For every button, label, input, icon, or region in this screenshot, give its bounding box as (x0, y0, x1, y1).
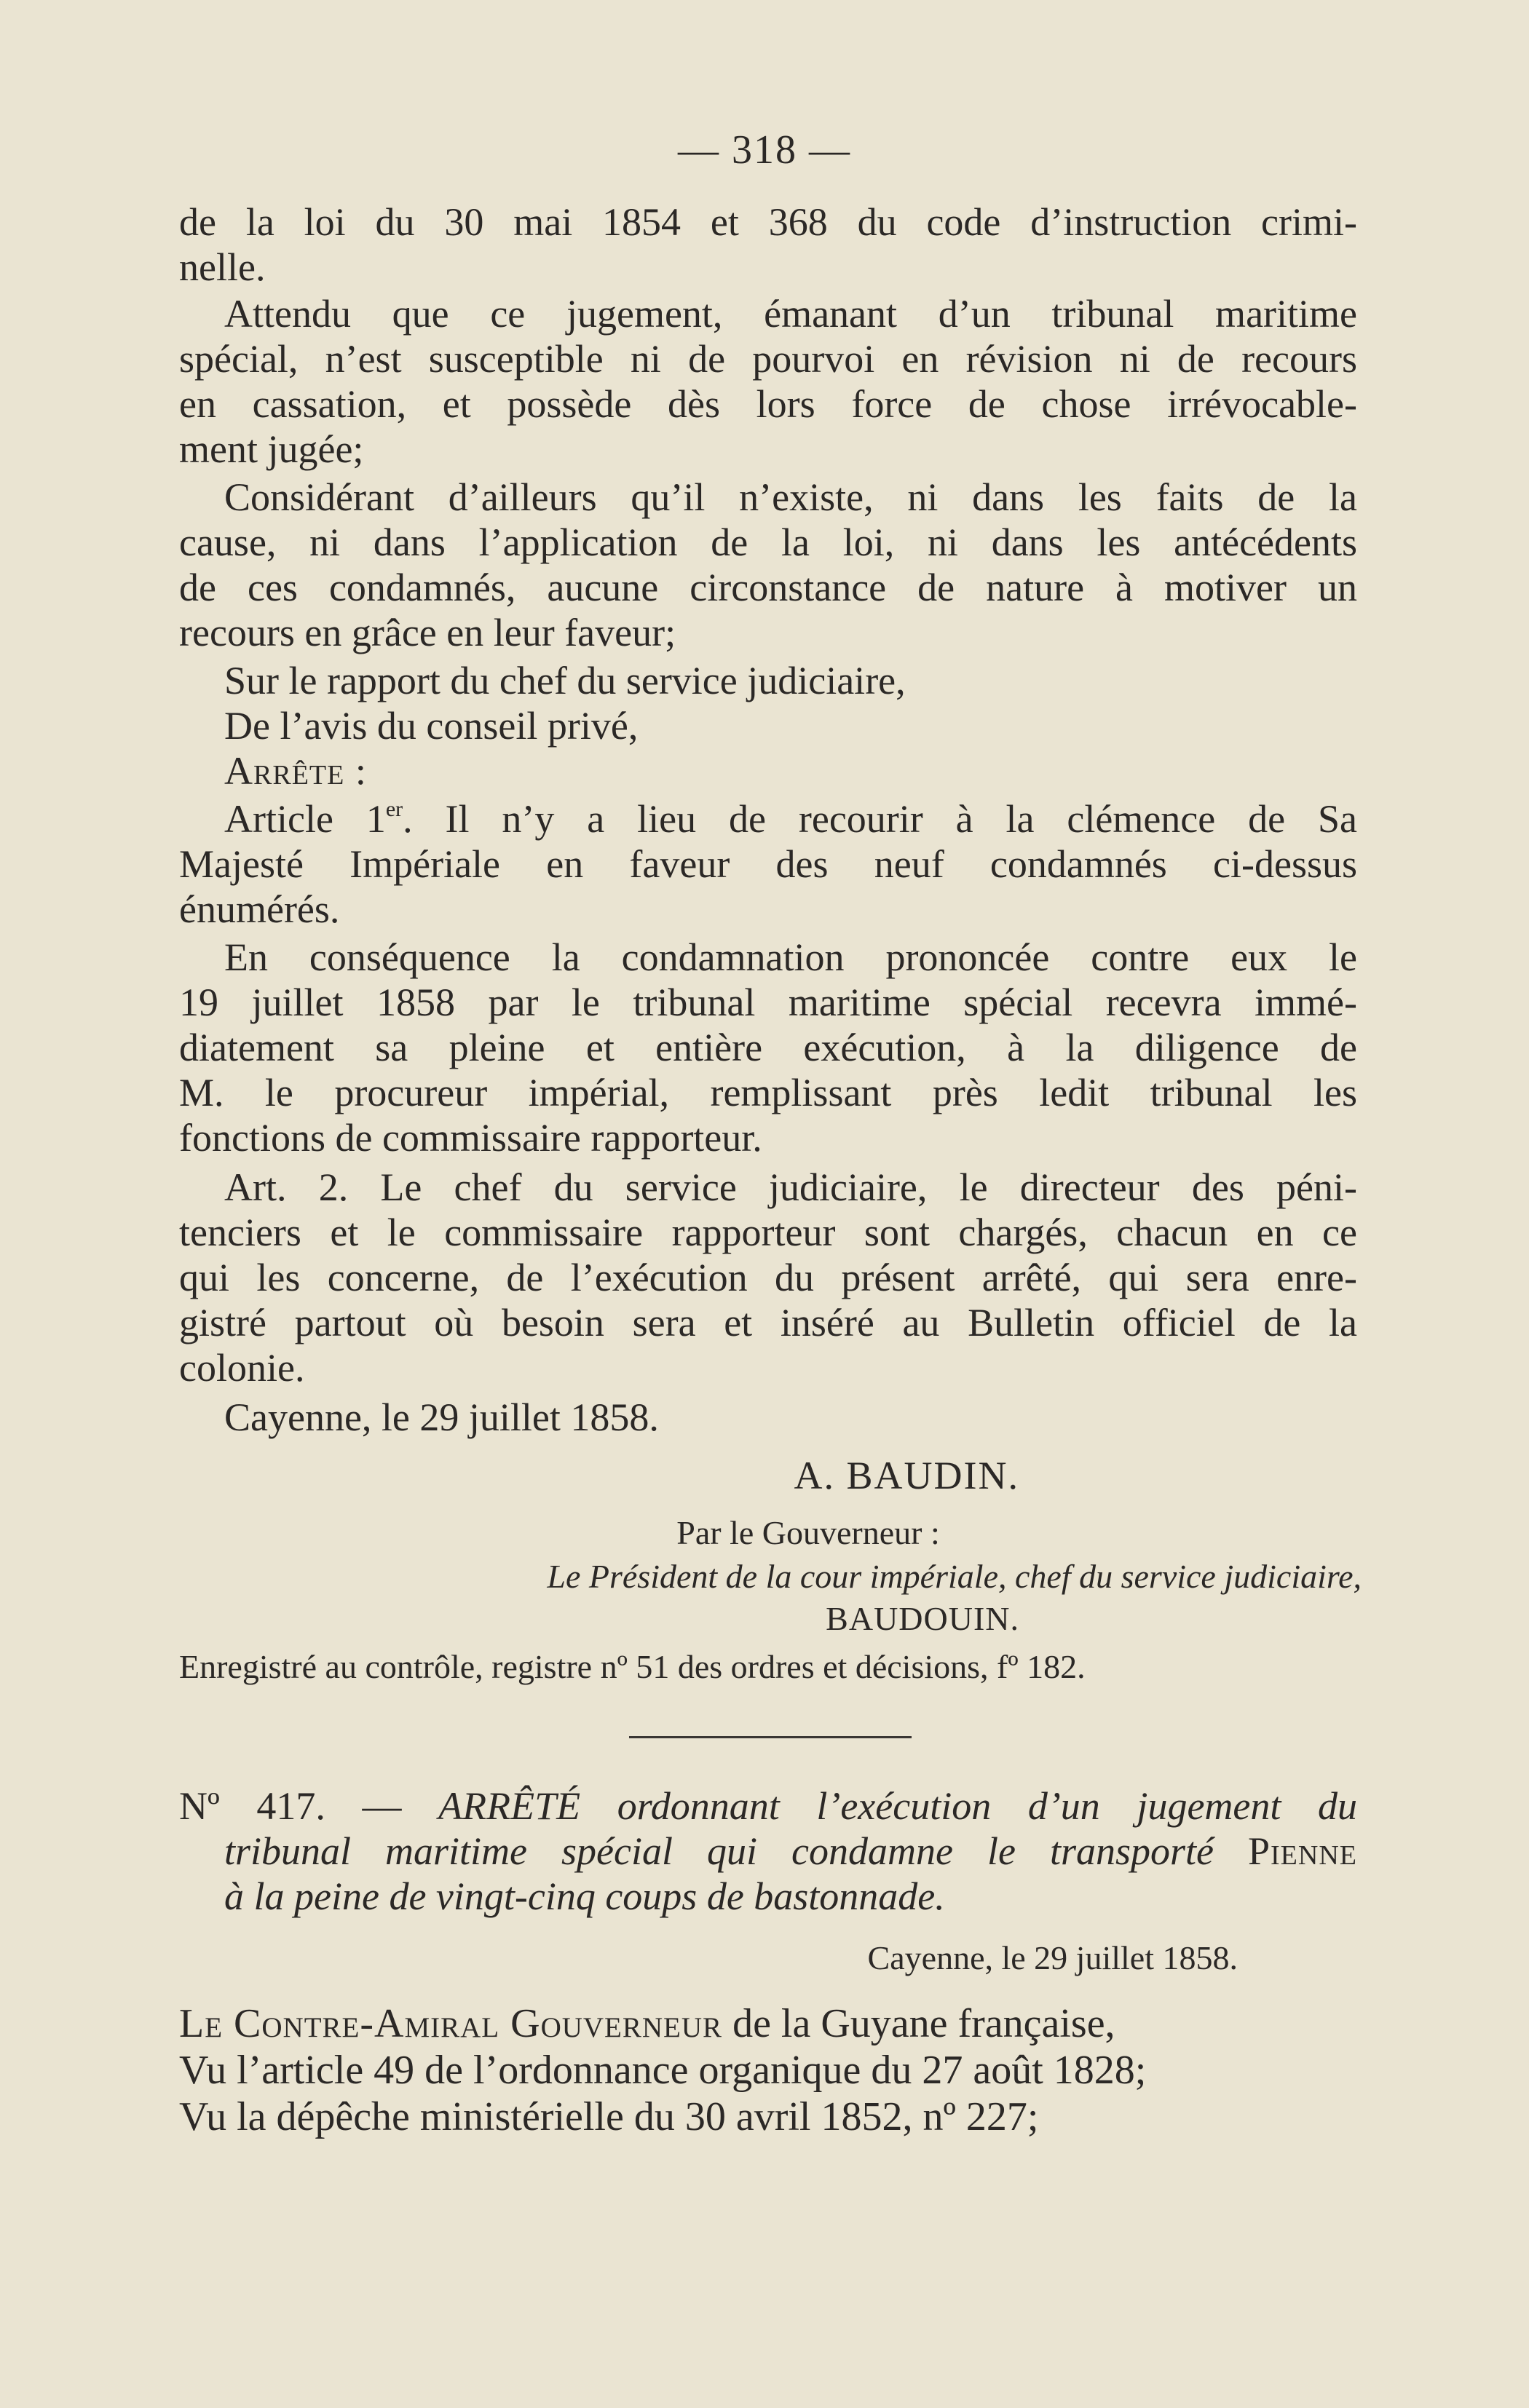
article-text: . Il n’y a lieu de recourir à la clémence de Sa (403, 797, 1357, 841)
text-line: gistré partout où besoin sera et inséré au Bulletin officiel de la (179, 1301, 1357, 1344)
place-date (179, 1395, 1357, 1440)
signature-name-2: BAUDOUIN. (826, 1600, 1019, 1637)
text-line: diatement sa pleine et entière exécution, à la diligence de (179, 1026, 1357, 1069)
decree-title: ARRÊTÉ ordonnant l’exécution d’un jugement du (438, 1784, 1357, 1828)
section-divider (629, 1736, 912, 1738)
decree-dash: — (325, 1784, 439, 1828)
text-line: de ces condamnés, aucune circonstance de nature à motiver un (179, 566, 1357, 609)
text-line: colonie. (179, 1346, 305, 1390)
article-2 (179, 1165, 1357, 1390)
text-line: tenciers et le commissaire rapporteur sont chargés, chacun en ce (179, 1211, 1357, 1254)
text-line: énumérés. (179, 887, 340, 931)
text-line: Attendu que ce jugement, émanant d’un tribunal maritime (224, 292, 1357, 336)
decree-heading (179, 1783, 1357, 1919)
decree-title: tribunal maritime spécial qui condamne le transporté (224, 1829, 1214, 1873)
text-line: cause, ni dans l’application de la loi, ni dans les antécédents (179, 520, 1357, 564)
text-line: Vu l’article 49 de l’ordonnance organique du 27 août 1828; (179, 2048, 1147, 2093)
text-line: ment jugée; (179, 427, 364, 471)
text-line: Sur le rapport du chef du service judiciaire, (224, 659, 906, 702)
text-line: nelle. (179, 245, 266, 289)
registration-note: Enregistré au contrôle, registre nº 51 des ordres et décisions, fº 182. (179, 1648, 1086, 1685)
text-line: recours en grâce en leur faveur; (179, 611, 676, 654)
paragraph-visas (179, 658, 1357, 793)
paragraph-consequence (179, 935, 1357, 1160)
text-line: Cayenne, le 29 juillet 1858. (224, 1395, 659, 1439)
article-label: Article 1 (224, 797, 386, 841)
text-line (179, 796, 1357, 841)
text-line: Considérant d’ailleurs qu’il n’existe, ni dans les faits de la (224, 475, 1357, 519)
text-line: De l’avis du conseil privé, (224, 704, 639, 748)
text-line: qui les concerne, de l’exécution du présent arrêté, qui sera enre- (179, 1256, 1357, 1299)
text-line: en cassation, et possède dès lors force de chose irrévocable- (179, 382, 1357, 426)
decree-person-name: Pienne (1248, 1829, 1357, 1873)
text-line: de la loi du 30 mai 1854 et 368 du code d’instruction crimi- (179, 200, 1357, 244)
text-line: En conséquence la condamnation prononcée contre eux le (224, 935, 1357, 979)
arrete-heading: Arrête : (224, 749, 367, 793)
text-line: à la peine de vingt-cinq coups de bastonnade. (224, 1874, 945, 1918)
text-line: fonctions de commissaire rapporteur. (179, 1116, 762, 1160)
page-number: — 318 — (678, 127, 851, 173)
governor-title: Le Contre-Amiral Gouverneur (179, 2001, 723, 2046)
paragraph-attendu (179, 291, 1357, 472)
text-line: spécial, n’est susceptible ni de pourvoi en révision ni de recours (179, 337, 1357, 381)
ordinal-superscript: er (385, 797, 403, 821)
text-line (179, 1783, 1357, 1829)
decree-number: Nº 417. (179, 1784, 325, 1828)
governor-text: de la Guyane française, (722, 2001, 1115, 2046)
paragraph-considerant (179, 475, 1357, 655)
text-line: Art. 2. Le chef du service judiciaire, le directeur des péni- (224, 1165, 1357, 1209)
text-line: M. le procureur impérial, remplissant près ledit tribunal les (179, 1071, 1357, 1114)
signature-name: A. BAUDIN. (794, 1454, 1019, 1497)
article-1 (179, 796, 1357, 932)
signature-title: Le Président de la cour impériale, chef du service judiciaire, (547, 1558, 1362, 1595)
decree-body (179, 2000, 1357, 2140)
text-line (179, 1829, 1357, 1874)
decree-date: Cayenne, le 29 juillet 1858. (867, 1939, 1238, 1976)
signature-by: Par le Gouverneur : (676, 1514, 940, 1551)
text-line: Majesté Impériale en faveur des neuf condamnés ci-dessus (179, 842, 1357, 886)
text-line: Vu la dépêche ministérielle du 30 avril 1852, nº 227; (179, 2094, 1039, 2139)
text-line (179, 2000, 1357, 2047)
paragraph-continuation (179, 199, 1357, 290)
text-line: 19 juillet 1858 par le tribunal maritime spécial recevra immé- (179, 981, 1357, 1024)
